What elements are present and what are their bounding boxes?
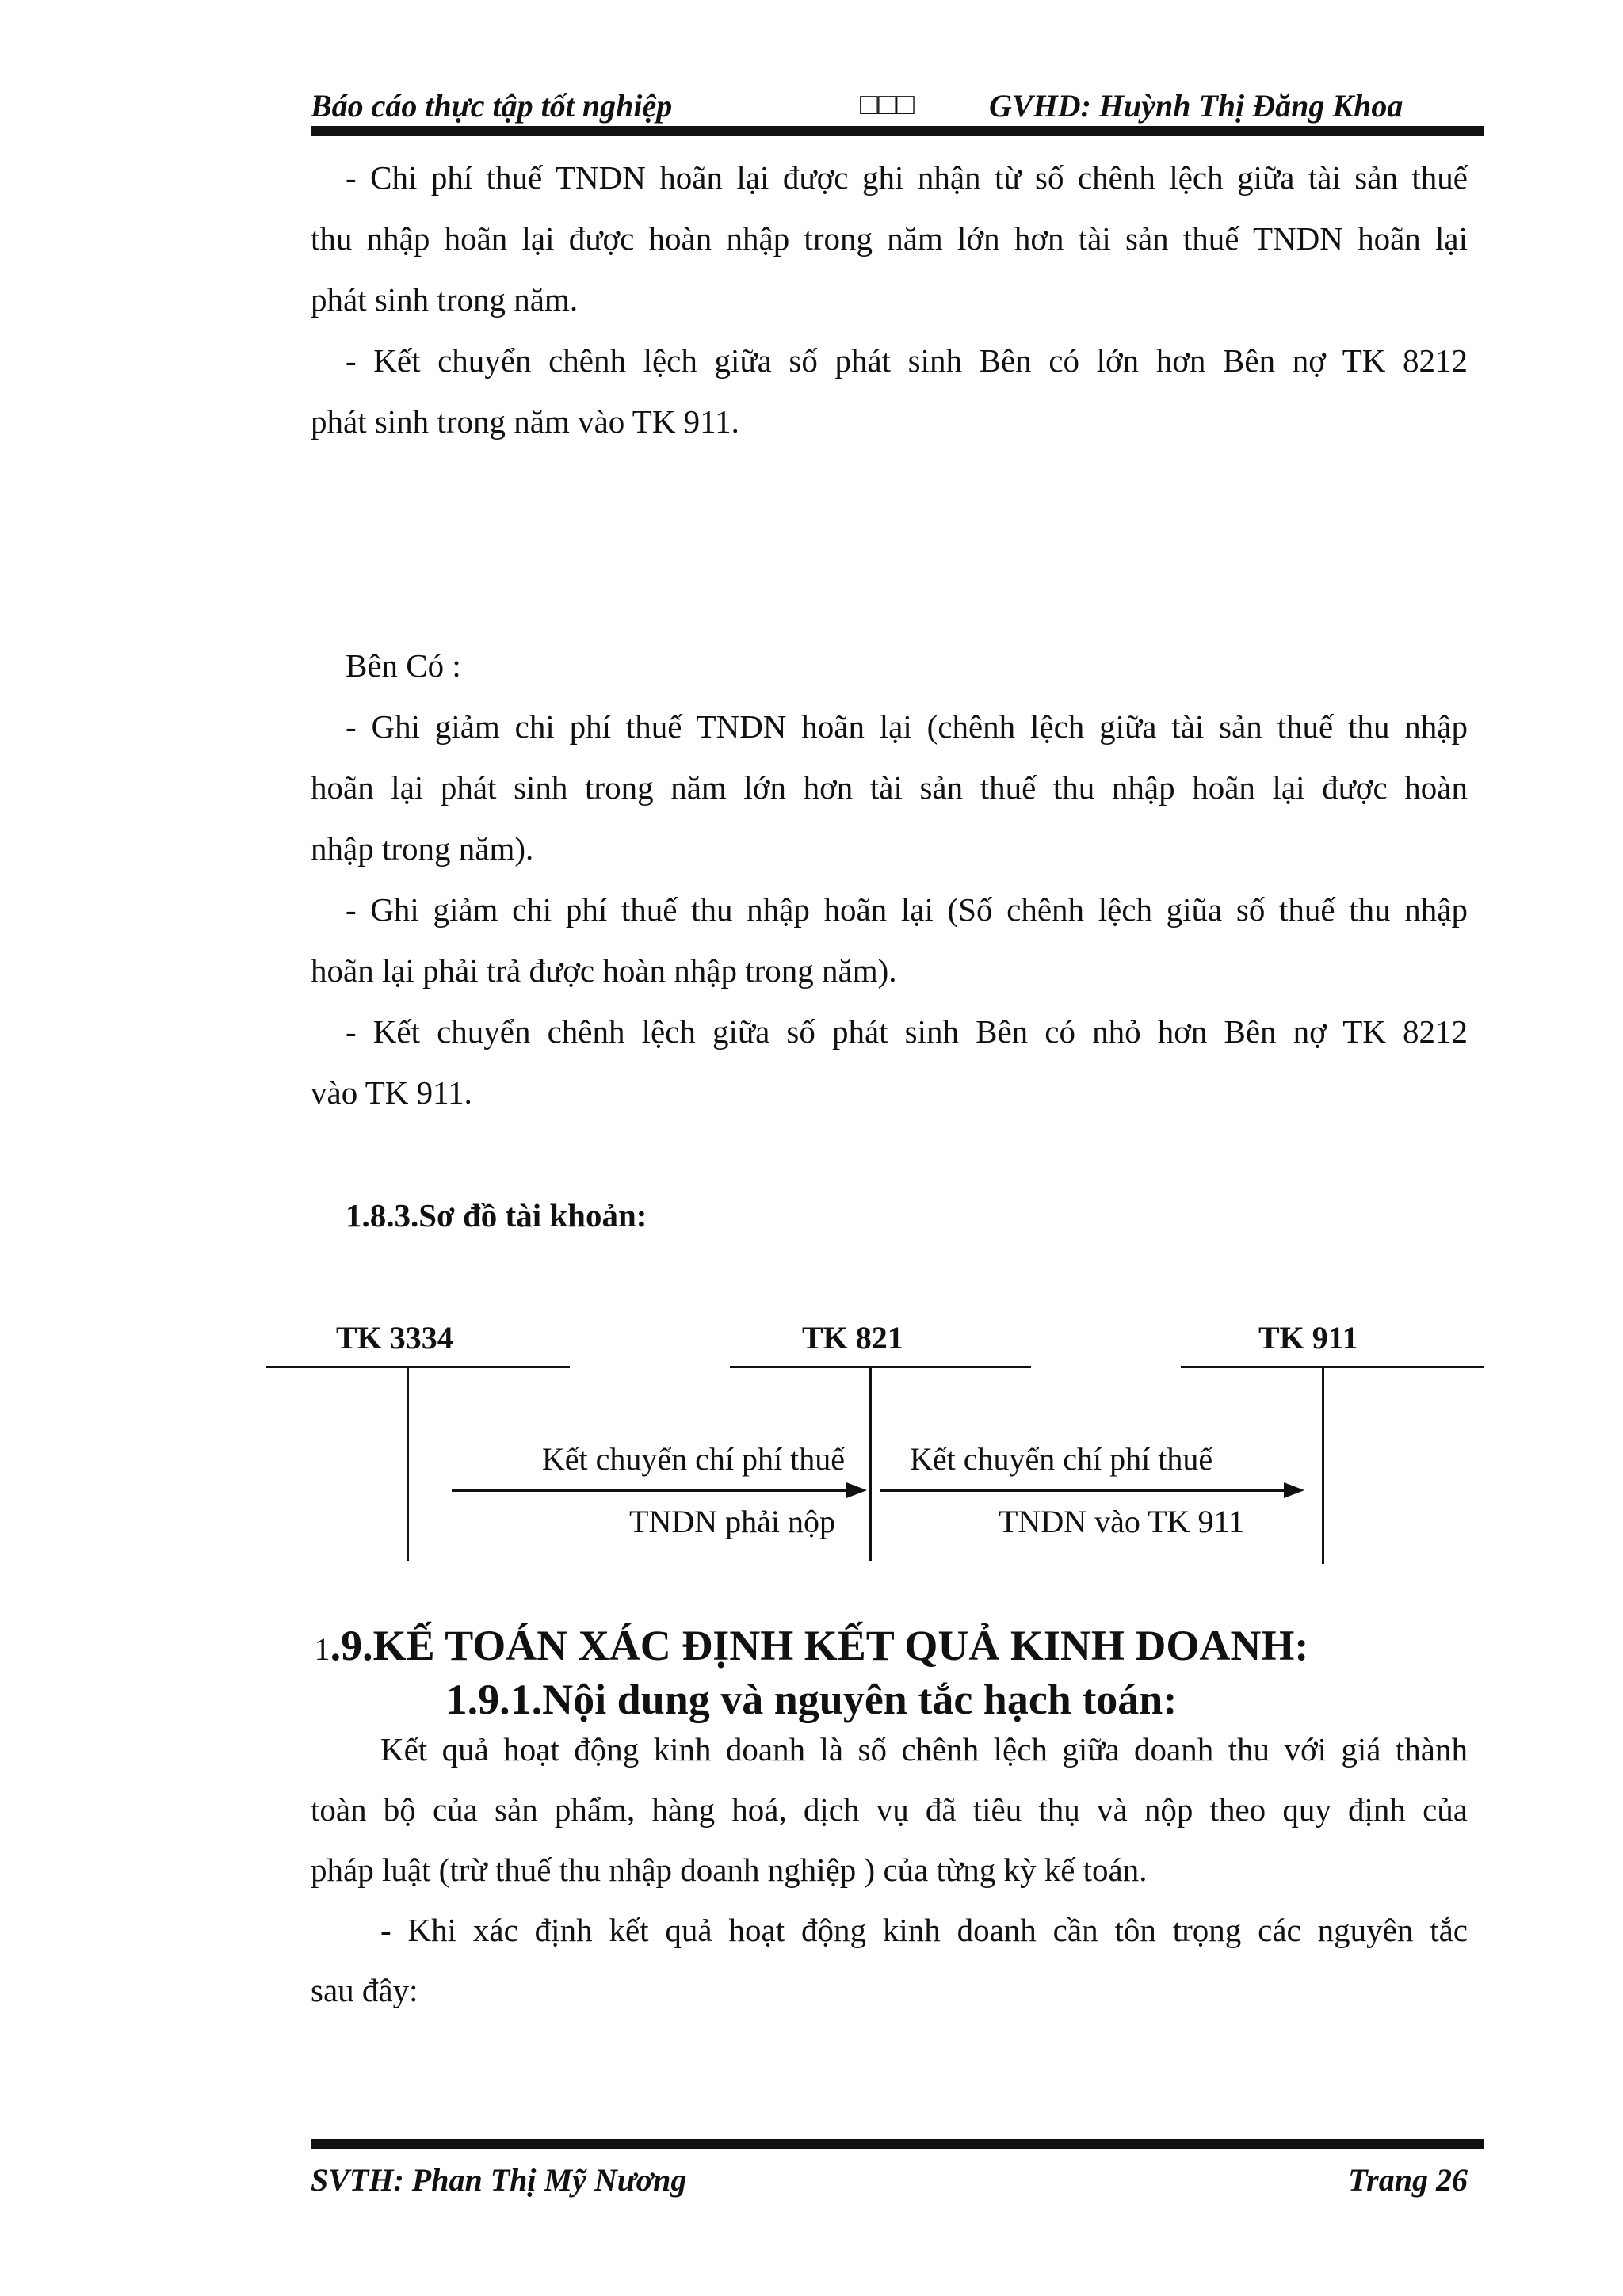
account-label-911: TK 911 bbox=[1258, 1320, 1358, 1356]
ben-co-label: Bên Có : bbox=[346, 647, 461, 684]
paragraph-line: phát sinh trong năm vào TK 911. bbox=[311, 403, 739, 440]
flow2-top-label: Kết chuyển chí phí thuế bbox=[910, 1441, 1213, 1477]
account-rule-911 bbox=[1181, 1366, 1484, 1368]
diagram-heading: 1.8.3.Sơ đồ tài khoản: bbox=[346, 1197, 647, 1234]
section-title bbox=[0, 1621, 1623, 1670]
account-stem-911 bbox=[1322, 1367, 1324, 1564]
ben-co-line: - Kết chuyển chênh lệch giữa số phát sinh Bên có nhỏ hơn Bên nợ TK 8212 bbox=[346, 1013, 1468, 1050]
paragraph-line: Kết quả hoạt động kinh doanh là số chênh lệch giữa doanh thu với giá thành bbox=[380, 1731, 1468, 1768]
section-subtitle: 1.9.1.Nội dung và nguyên tắc hạch toán: bbox=[445, 1676, 1178, 1723]
ben-co-line: vào TK 911. bbox=[311, 1074, 472, 1111]
flow2-arrowhead-icon bbox=[1284, 1482, 1304, 1498]
flow2-arrow-line bbox=[880, 1489, 1287, 1492]
flow1-bottom-label: TNDN phải nộp bbox=[629, 1504, 835, 1539]
header-glyph: □□□ bbox=[860, 88, 915, 121]
flow2-bottom-label: TNDN vào TK 911 bbox=[999, 1504, 1244, 1539]
section-prefix: 1 bbox=[314, 1631, 330, 1667]
paragraph-line: sau đây: bbox=[311, 1972, 418, 2008]
flow1-top-label: Kết chuyển chí phí thuế bbox=[541, 1441, 845, 1477]
paragraph-line: - Khi xác định kết quả hoạt động kinh doanh cần tôn trọng các nguyên tắc bbox=[380, 1912, 1468, 1948]
paragraph-line: phát sinh trong năm. bbox=[311, 281, 579, 318]
account-stem-3334 bbox=[407, 1367, 409, 1561]
paragraph-line: toàn bộ của sản phẩm, hàng hoá, dịch vụ đã tiêu thụ và nộp theo quy định của bbox=[311, 1791, 1468, 1828]
account-stem-821 bbox=[869, 1367, 872, 1561]
paragraph-line: thu nhập hoãn lại được hoàn nhập trong năm lớn hơn tài sản thuế TNDN hoãn lại bbox=[311, 220, 1468, 257]
paragraph-line: - Chi phí thuế TNDN hoãn lại được ghi nhận từ số chênh lệch giữa tài sản thuế bbox=[346, 159, 1468, 196]
header-title: Báo cáo thực tập tốt nghiệp bbox=[311, 88, 673, 124]
ben-co-line: hoãn lại phải trả được hoàn nhập trong năm). bbox=[311, 952, 897, 989]
ben-co-line: - Ghi giảm chi phí thuế TNDN hoãn lại (chênh lệch giữa tài sản thuế thu nhập bbox=[346, 708, 1468, 745]
paragraph-line: - Kết chuyển chênh lệch giữa số phát sinh Bên có lớn hơn Bên nợ TK 8212 bbox=[346, 342, 1468, 379]
ben-co-line: nhập trong năm). bbox=[311, 830, 534, 867]
footer-rule bbox=[311, 2139, 1484, 2149]
account-label-3334: TK 3334 bbox=[336, 1320, 453, 1356]
header-rule bbox=[311, 126, 1484, 136]
account-label-821: TK 821 bbox=[802, 1320, 903, 1356]
paragraph-line: pháp luật (trừ thuế thu nhập doanh nghiệp ) của từng kỳ kế toán. bbox=[311, 1852, 1148, 1888]
flow1-arrow-line bbox=[452, 1489, 848, 1492]
ben-co-line: hoãn lại phát sinh trong năm lớn hơn tài sản thuế thu nhập hoãn lại được hoàn bbox=[311, 769, 1468, 806]
account-rule-3334 bbox=[266, 1366, 570, 1368]
footer-author: SVTH: Phan Thị Mỹ Nương bbox=[311, 2162, 687, 2198]
section-title-text: .9.KẾ TOÁN XÁC ĐỊNH KẾT QUẢ KINH DOANH: bbox=[330, 1622, 1309, 1669]
account-rule-821 bbox=[730, 1366, 1031, 1368]
ben-co-line: - Ghi giảm chi phí thuế thu nhập hoãn lại (Số chênh lệch giũa số thuế thu nhập bbox=[346, 891, 1468, 928]
header-advisor: GVHD: Huỳnh Thị Đăng Khoa bbox=[989, 88, 1403, 124]
footer-page-number: Trang 26 bbox=[1348, 2162, 1468, 2198]
flow1-arrowhead-icon bbox=[846, 1482, 867, 1498]
